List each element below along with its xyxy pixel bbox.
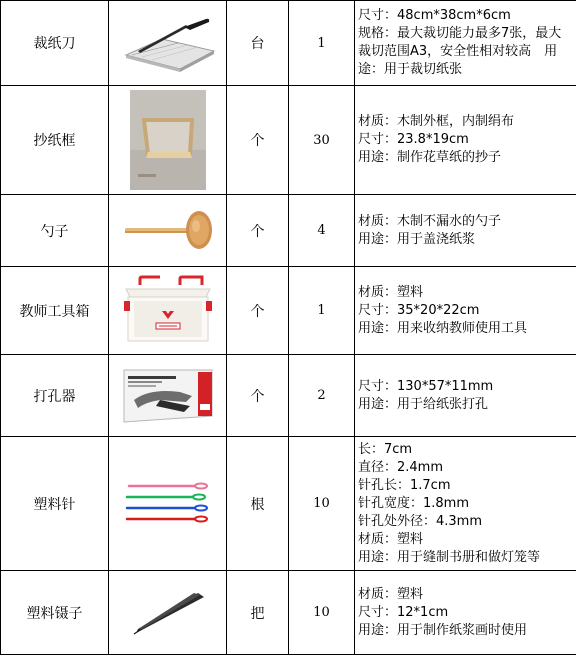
item-name: 抄纸框	[1, 86, 109, 195]
item-unit: 台	[227, 1, 289, 86]
description-line: 用途：用于缝制书册和做灯笼等	[358, 549, 541, 565]
item-unit: 把	[227, 571, 289, 655]
paper-frame-icon	[130, 90, 206, 190]
item-quantity: 4	[289, 195, 355, 267]
description-line: 尺寸：23.8*19cm	[358, 132, 469, 147]
description-line: 用途：制作花草纸的抄子	[358, 150, 502, 165]
description-line: 尺寸：130*57*11mm	[358, 378, 494, 394]
description-line: 尺寸：35*20*22cm	[358, 302, 480, 318]
paper-cutter-icon	[118, 13, 218, 73]
item-image	[109, 1, 227, 86]
item-name: 裁纸刀	[1, 1, 109, 86]
plastic-needles-icon	[123, 481, 213, 527]
item-unit: 个	[227, 195, 289, 267]
description-line: 用途：用来收纳教师使用工具	[358, 320, 528, 336]
item-name: 塑料针	[1, 437, 109, 571]
item-image	[109, 571, 227, 655]
description-line: 直径：2.4mm	[358, 459, 444, 475]
item-name: 勺子	[1, 195, 109, 267]
description-line: 材质：塑料	[358, 284, 424, 300]
item-image	[109, 437, 227, 571]
item-description	[355, 195, 576, 267]
item-description	[355, 1, 576, 86]
item-quantity: 30	[289, 86, 355, 195]
item-quantity: 1	[289, 267, 355, 355]
item-unit: 根	[227, 437, 289, 571]
description-line: 用途：用于制作纸浆画时使用	[358, 622, 528, 638]
table-row	[1, 267, 576, 355]
table-row	[1, 195, 576, 267]
item-description	[355, 355, 576, 437]
description-line: 针孔处外径：4.3mm	[358, 513, 483, 529]
item-unit: 个	[227, 86, 289, 195]
description-line: 长：7cm	[358, 441, 413, 457]
description-line: 针孔宽度：1.8mm	[358, 495, 470, 511]
table-row	[1, 86, 576, 195]
description-line: 尺寸：12*1cm	[358, 604, 449, 620]
item-name: 教师工具箱	[1, 267, 109, 355]
table-row	[1, 355, 576, 437]
item-quantity: 10	[289, 437, 355, 571]
item-description	[355, 86, 576, 195]
item-description	[355, 267, 576, 355]
item-quantity: 1	[289, 1, 355, 86]
table-row	[1, 437, 576, 571]
description-line: 材质：木制外框，内制绢布	[358, 114, 515, 129]
item-unit: 个	[227, 267, 289, 355]
item-quantity: 10	[289, 571, 355, 655]
description-line: 材质：木制不漏水的勺子	[358, 213, 502, 229]
item-image	[109, 195, 227, 267]
tweezers-icon	[130, 591, 206, 635]
description-line: 用途：用于给纸张打孔	[358, 396, 489, 412]
item-image	[109, 355, 227, 437]
item-unit: 个	[227, 355, 289, 437]
description-line: 用途：用于盖浇纸浆	[358, 231, 476, 247]
wooden-ladle-icon	[119, 206, 217, 256]
table-row	[1, 1, 576, 86]
table-row	[1, 571, 576, 655]
item-name: 打孔器	[1, 355, 109, 437]
description-line: 材质：塑料	[358, 531, 424, 547]
item-quantity: 2	[289, 355, 355, 437]
item-name: 塑料镊子	[1, 571, 109, 655]
description-line: 尺寸：48cm*38cm*6cm	[358, 8, 511, 23]
description-line: 规格：最大裁切能力最多7张，最大裁切范围A3，安全性相对较高 用途：用于裁切纸张	[358, 26, 562, 77]
item-image	[109, 267, 227, 355]
item-description	[355, 437, 576, 571]
hole-punch-icon	[120, 366, 216, 426]
toolbox-icon	[120, 275, 216, 347]
description-line: 材质：塑料	[358, 586, 424, 602]
item-image	[109, 86, 227, 195]
item-description	[355, 571, 576, 655]
description-line: 针孔长：1.7cm	[358, 477, 451, 493]
